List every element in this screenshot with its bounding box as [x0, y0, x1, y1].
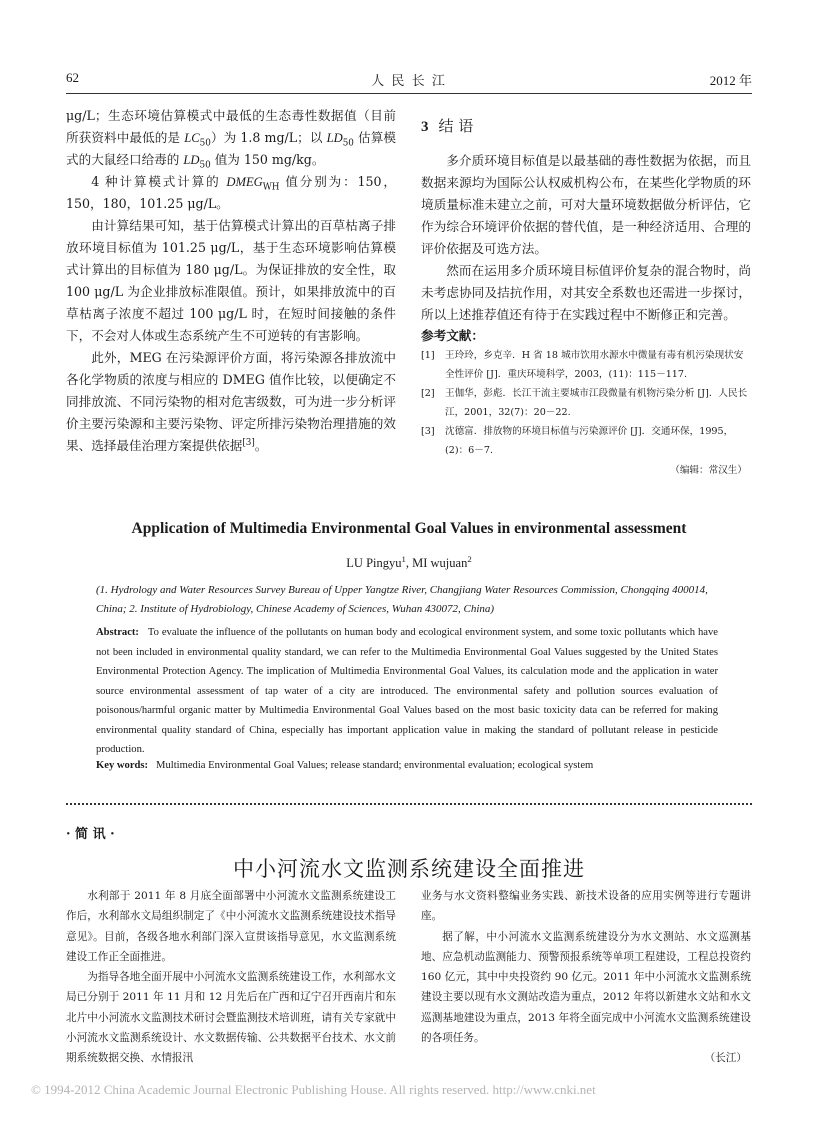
reference-item: [1] 王玲玲，乡克辛．H 省 18 城市饮用水源水中微量有毒有机污染现状安全性评价 [J]．重庆环境科学，2003，(11)：115－117. — [421, 350, 744, 380]
reference-item: [3] 沈德富．排放物的环境目标值与污染源评价 [J]．交通环保，1995，(2)：6－7. — [421, 426, 734, 456]
paragraph: 水利部于 2011 年 8 月底全面部署中小河流水文监测系统建设工作后，水利部水文局组织制定了《中小河流水文监测系统建设技术指导意见》。目前，各级各地水利部门深入宣贯该指导意见，水文监测系统建设工作正全面推进。 — [66, 890, 396, 963]
news-left-column — [66, 886, 396, 1069]
paragraph: 此外，MEG 在污染源评价方面，将污染源各排放流中各化学物质的浓度与相应的 DMEG 值作比较，以便确定不同排放流、不同污染物的相对危害级数，可为进一步分析评价主要污染源和主要污染物、评定所排污染物治理措施的效果、选择最佳治理方案提供依据[3]。 — [66, 350, 396, 453]
paragraph: 多介质环境目标值是以最基础的毒性数据为依据，而且数据来源均为国际公认权威机构公布，在某些化学物质的环境质量标准未建立之前，可对大量环境数据做分析评估，它作为综合环境评价依据的替代值，是一种经济适用、合理的评价依据及可选方法。 — [421, 153, 751, 256]
english-authors: LU Pingyu$^1$, MI wujuan$^2$ — [346, 553, 472, 570]
section-divider — [66, 803, 752, 805]
right-column — [421, 105, 751, 482]
reference-list — [421, 346, 751, 460]
reference-item: [2] 王伽华，彭彪．长江干流主要城市江段微量有机物污染分析 [J]．人民长江，2001，32(7)：20－22. — [421, 388, 748, 418]
paragraph: 为指导各地全面开展中小河流水文监测系统建设工作，水利部水文局已分别于 2011 年 11 月和 12 月先后在广西和辽宁召开西南片和东北片中小河流水文监测技术研讨会暨监测技术培训班，请有关专家就中小河流水文监测系统设计、水文数据传输、公共数据平台技术、水文前期系统数据交换、水情报汛 — [66, 971, 396, 1065]
english-keywords: Key words: Multimedia Environmental Goal Values; release standard; environmental evaluation; ecological system — [96, 760, 594, 771]
paragraph: 据了解，中小河流水文监测系统建设分为水文测站、水文巡测基地、应急机动监测能力、预警预报系统等单项工程建设，工程总投资约 160 亿元，其中中央投资约 90 亿元。2011 年中小河流水文监测系统建设主要以现有水文测站改造为重点，2012 年将以新建水文站和水文巡测基地建设为重点，2013 年将全面完成中小河流水文监测系统建设的各项任务。 — [421, 930, 751, 1045]
journal-name: 人 民 长 江 — [371, 73, 447, 88]
english-title: Application of Multimedia Environmental Goal Values in environmental assessment — [131, 520, 687, 537]
copyright-footer: © 1994-2012 China Academic Journal Electronic Publishing House. All rights reserved. http://www.cnki.net — [31, 1082, 596, 1097]
paragraph: 由计算结果可知，基于估算模式计算出的百草枯离子排放环境目标值为 101.25 μg/L，基于生态环境影响估算模式计算出的目标值为 180 μg/L。为保证排放的安全性，取 100 μg/L 为企业排放标准限值。预计，如果排放流中的百草枯离子浓度不超过 100 μg/L 时，在短时间接触的条件下，不会对人体或生态系统产生不可逆转的有害影响。 — [66, 218, 396, 343]
left-column — [66, 105, 396, 457]
editor-note: （编辑：常汉生） — [670, 465, 747, 476]
news-source: （长江） — [704, 1052, 747, 1065]
news-right-column — [421, 886, 751, 1069]
header-rule — [66, 93, 752, 94]
paragraph: 然而在运用多介质环境目标值评价复杂的混合物时，尚未考虑协同及拮抗作用，对其安全系数也还需进一步探讨，所以上述推荐值还有待于在实践过程中不断修正和完善。 — [421, 263, 751, 322]
news-title: 中小河流水文监测系统建设全面推进 — [233, 857, 585, 881]
section-heading: 3 结 语 — [421, 117, 474, 135]
page-number: 62 — [66, 70, 79, 85]
citation-link[interactable]: [3] — [242, 437, 255, 448]
paragraph: 4 种计算模式计算的 $DMEG_{WH}$ 值分别为：150，150，180，101.25 μg/L。 — [66, 174, 396, 211]
paragraph: μg/L；生态环境估算模式中最低的生态毒性数据值（目前所获资料中最低的是 $LC_{50}$）为 1.8 mg/L；以 $LD_{50}$ 估算模式的大鼠经口给毒的 $LD_{50}$ 值为 150 mg/kg。 — [66, 108, 396, 171]
issue-year: 2012 年 — [709, 73, 752, 88]
english-affiliation: (1. Hydrology and Water Resources Survey Bureau of Upper Yangtze River, Changjiang Water Resources Commission, Chongqing 400014, China; 2. Institute of Hydrobiology, Chinese Academy of Sciences, Wuhan 430072, China) — [96, 584, 708, 615]
english-abstract: Abstract: To evaluate the influence of the pollutants on human body and ecological environment system, and some toxic pollutants which have not been included in environmental quality standard, we can refer to the Multimedia Environmental Goal Values suggested by the United States Environmental Protection Agency. The implication of Multimedia Environmental Goal Values, its calculation mode and the application in water source environmental assessment of tap water of a city are introduced. The environmental safety and pollution sources evaluation of poisonous/harmful organic matter by Multimedia Environmental Goal Values based on the most basic toxicity data can be referred for making environmental quality standard of China, especially has important application value in making the standard of pollutant release in pesticide production. — [96, 627, 718, 755]
paragraph: 业务与水文资料整编业务实践、新技术设备的应用实例等进行专题讲座。 — [421, 890, 751, 923]
news-tag: · 简 讯 · — [66, 827, 115, 842]
references-heading: 参考文献： — [421, 328, 484, 343]
